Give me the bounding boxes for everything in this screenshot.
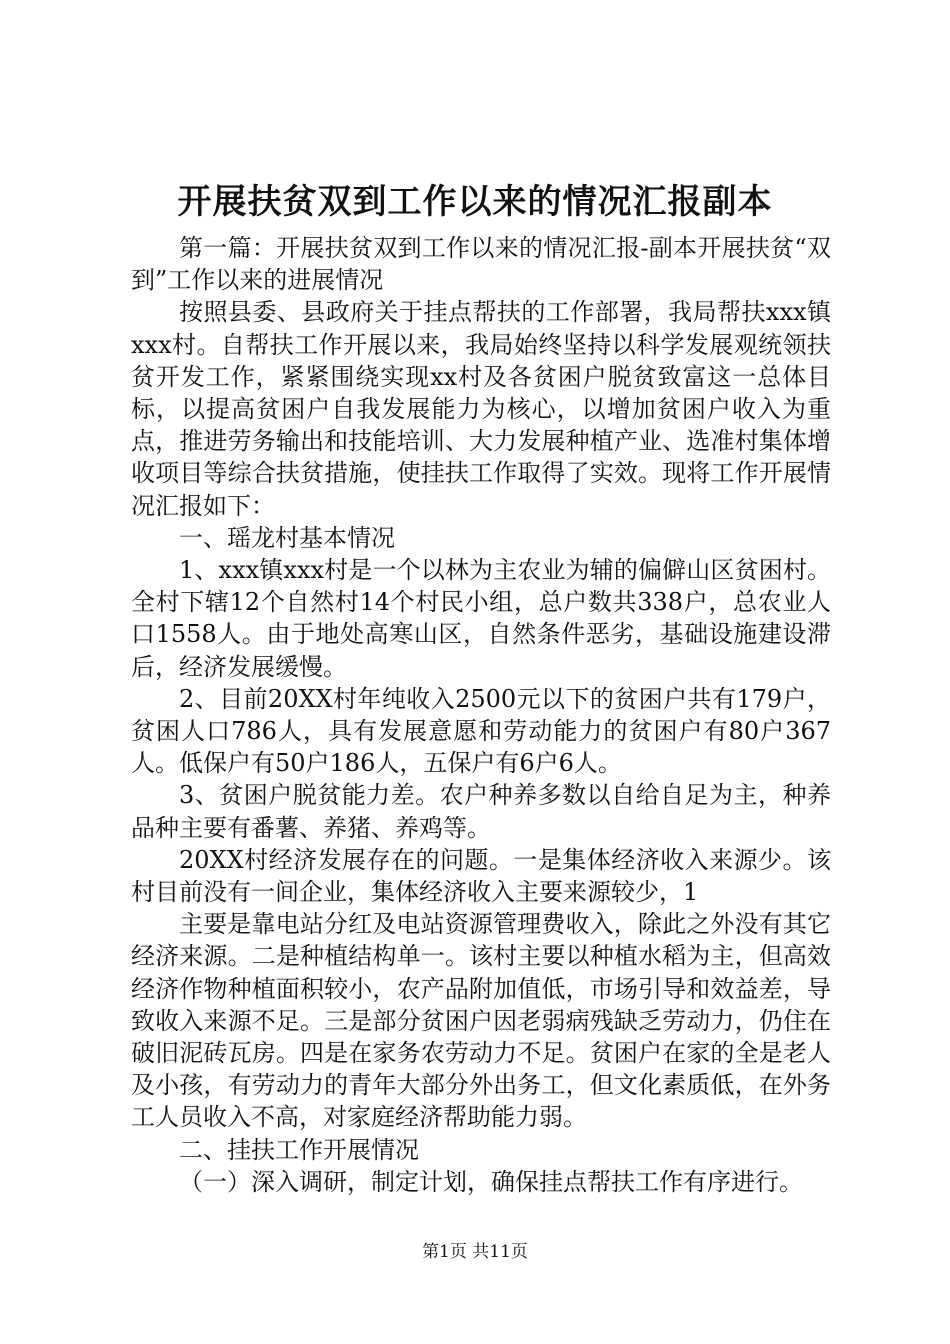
- paragraph: （一）深入调研，制定计划，确保挂点帮扶工作有序进行。: [179, 1167, 803, 1196]
- section-heading: 二、挂扶工作开展情况: [179, 1135, 419, 1164]
- paragraph: 1、xxx镇xxx村是一个以林为主农业为辅的偏僻山区贫困村。全村下辖12个自然村14个村民小组，总户数共338户，总农业人口1558人。由于地处高寒山区，自然条件恶劣，基础设施建设滞后，经济发展缓慢。: [131, 556, 831, 681]
- paragraph: 2、目前20XX村年纯收入2500元以下的贫困户共有179户，贫困人口786人，具有发展意愿和劳动能力的贫困户有80户367人。低保户有50户186人，五保户有6户6人。: [131, 684, 831, 778]
- document-title: 开展扶贫双到工作以来的情况汇报副本: [177, 182, 773, 222]
- document-body: [131, 232, 831, 1198]
- section-heading: 一、瑶龙村基本情况: [179, 523, 395, 552]
- paragraph: 主要是靠电站分红及电站资源管理费收入，除此之外没有其它经济来源。二是种植结构单一。该村主要以种植水稻为主，但高效经济作物种植面积较小，农产品附加值低，市场引导和效益差，导致收入来源不足。三是部分贫困户因老弱病残缺乏劳动力，仍住在破旧泥砖瓦房。四是在家务农劳动力不足。贫困户在家的全是老人及小孩，有劳动力的青年大部分外出务工，但文化素质低，在外务工人员收入不高，对家庭经济帮助能力弱。: [131, 910, 831, 1132]
- paragraph: 3、贫困户脱贫能力差。农户种养多数以自给自足为主，种养品种主要有番薯、养猪、养鸡等。: [131, 781, 831, 842]
- paragraph: 第一篇：开展扶贫双到工作以来的情况汇报-副本开展扶贫“双到”工作以来的进展情况: [131, 234, 831, 295]
- paragraph: 按照县委、县政府关于挂点帮扶的工作部署，我局帮扶xxx镇xxx村。自帮扶工作开展以来，我局始终坚持以科学发展观统领扶贫开发工作，紧紧围绕实现xx村及各贫困户脱贫致富这一总体目标，以提高贫困户自我发展能力为核心，以增加贫困户收入为重点，推进劳务输出和技能培训、大力发展种植产业、选准村集体增收项目等综合扶贫措施，使挂扶工作取得了实效。现将工作开展情况汇报如下：: [131, 298, 831, 520]
- paragraph: 20XX村经济发展存在的问题。一是集体经济收入来源少。该村目前没有一间企业，集体经济收入主要来源较少，1: [131, 845, 831, 907]
- page-number-footer: 第1页 共11页: [422, 1242, 528, 1262]
